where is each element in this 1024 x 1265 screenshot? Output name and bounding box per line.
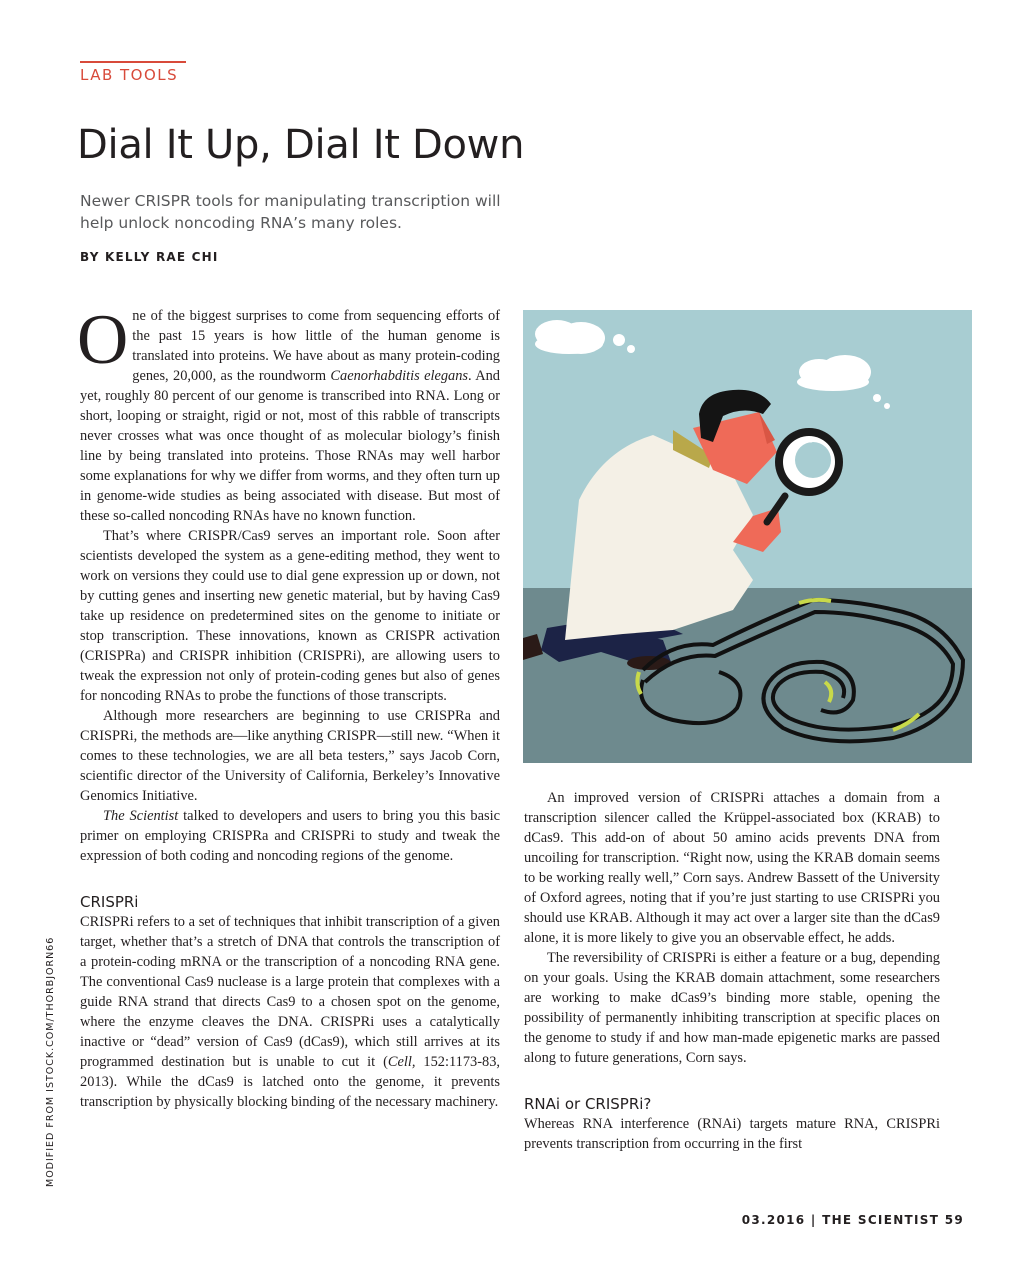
article-column-right <box>524 788 940 1154</box>
paragraph: Although more researchers are beginning to use CRISPRa and CRISPRi, the methods are—like anything CRISPR—still new. “When it comes to these technologies, we are all beta testers,” says Jacob Corn, scientific director of the University of California, Berkeley’s Innovative Genomics Initiative. <box>80 708 500 804</box>
paragraph: CRISPRi refers to a set of techniques that inhibit transcription of a given target, whether that’s a stretch of DNA that controls the transcription of a protein-coding mRNA or the transcription of a noncoding RNA gene. The conventional Cas9 nuclease is a large protein that complexes with a guide RNA strand that directs Cas9 to a chosen spot on the genome, where the enzyme cleaves the DNA. CRISPRi uses a catalytically inactive or “dead” version of Cas9 (dCas9), which still arrives at its programmed destination but is unable to cut it (Cell, 152:1173-83, 2013). While the dCas9 is latched onto the genome, it prevents transcription by physically blocking binding of the necessary machinery. <box>80 914 500 1110</box>
paragraph: An improved version of CRISPRi attaches a domain from a transcription silencer called the Krüppel-associated box (KRAB) to dCas9. This add-on of about 50 amino acids prevents DNA from uncoiling for transcription. “Right now, using the KRAB domain seems to be working really well,” Corn says. Andrew Bassett of the University of Oxford agrees, noting that if you’re just starting to use CRISPRi you should use KRAB. Although it may act over a larger site than the dCas9 alone, it is more likely to give you an observable effect, he adds. <box>524 790 940 946</box>
paragraph: Whereas RNA interference (RNAi) targets mature RNA, CRISPRi prevents transcription from occurring in the first <box>524 1116 940 1152</box>
paragraph: The Scientist talked to developers and users to bring you this basic primer on employing CRISPRa and CRISPRi to study and tweak the expression of both coding and noncoding regions of the genome. <box>80 808 500 864</box>
section-label: LAB TOOLS <box>80 66 179 84</box>
image-credit: MODIFIED FROM ISTOCK.COM/THORBJORN66 <box>45 936 56 1187</box>
article-deck: Newer CRISPR tools for manipulating transcription will help unlock noncoding RNA’s many roles. <box>80 192 501 232</box>
article-column-left <box>77 301 500 1112</box>
paragraph: One of the biggest surprises to come from sequencing efforts of the past 15 years is how little of the human genome is translated into proteins. We have about as many protein-coding genes, 20,000, as the roundworm Caenorhabditis elegans. And yet, roughly 80 percent of our genome is transcribed into RNA. Long or short, looping or straight, rigid or not, most of this rabble of transcripts never crosses what was once thought of as molecular biology’s finish line by being translated into proteins. Those RNAs may well harbor some explanations for why we differ from worms, and they often turn up in genome-wide studies as being associated with disease. But most of these so-called noncoding RNAs have no known function. <box>77 301 500 524</box>
article-title: Dial It Up, Dial It Down <box>77 122 525 168</box>
section-rule <box>80 61 186 63</box>
subheading-rnai-or-crispri: RNAi or CRISPRi? <box>524 1095 652 1113</box>
paragraph: That’s where CRISPR/Cas9 serves an important role. Soon after scientists developed the system as a gene-editing method, they went to work on versions they could use to dial gene expression up or down, not by cutting genes and inserting new genetic material, but by having Cas9 take up residence on predetermined sites on the genome to initiate or stop transcription. These innovations, known as CRISPR activation (CRISPRa) and CRISPR inhibition (CRISPRi), are allowing users to tweak the expression not only of protein-coding genes but also of genes for noncoding RNAs to probe the functions of those transcripts. <box>80 528 500 704</box>
drop-cap: O <box>77 301 129 379</box>
page-folio: 03.2016 | THE SCIENTIST 59 <box>741 1213 964 1227</box>
paragraph: The reversibility of CRISPRi is either a feature or a bug, depending on your goals. Using the KRAB domain attachment, some researchers are working to make dCas9’s binding more stable, opening the possibility of permanently inhibiting transcription at specific places on the genome to study if and how man-made epigenetic marks are passed along to future generations, Corn says. <box>524 950 940 1066</box>
scientist-illustration <box>523 310 972 763</box>
byline: BY KELLY RAE CHI <box>80 250 219 264</box>
subheading-crispri: CRISPRi <box>80 893 139 911</box>
